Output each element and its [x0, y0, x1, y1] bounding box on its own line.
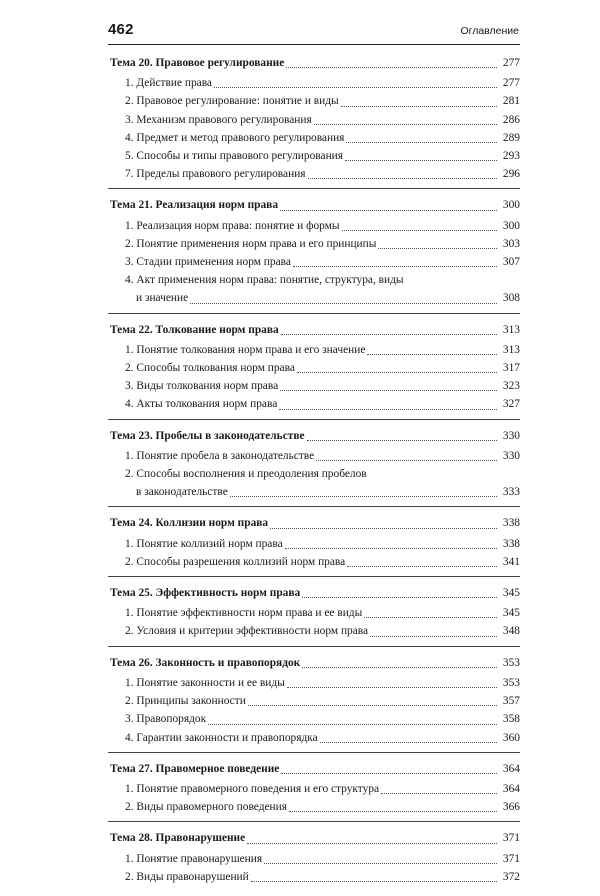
item-page: 308 [502, 292, 520, 305]
item-page: 338 [502, 537, 520, 550]
item-title: 3. Правопорядок [125, 713, 207, 726]
item-page: 364 [502, 782, 520, 795]
topic-page: 277 [502, 57, 520, 69]
toc-section [108, 194, 520, 313]
item-page: 357 [502, 695, 520, 708]
toc-section [108, 652, 520, 753]
toc-topic-row [108, 427, 520, 445]
dot-leader [381, 792, 497, 794]
dot-leader [281, 772, 497, 774]
page-header [108, 20, 520, 45]
item-title: 1. Понятие правомерного поведения и его структура [125, 782, 380, 795]
toc-item-row [108, 92, 520, 110]
item-title-continued: в законодательстве [136, 486, 228, 499]
toc-item-row [108, 692, 520, 710]
topic-title: Тема 27. Правомерное поведение [110, 762, 280, 775]
toc-item-row [108, 147, 520, 165]
topic-page: 345 [502, 587, 520, 600]
dot-leader [307, 439, 497, 441]
item-page: 293 [502, 150, 520, 163]
dot-leader [346, 141, 497, 143]
dot-leader [270, 527, 497, 529]
dot-leader [314, 123, 497, 125]
dot-leader [214, 86, 497, 88]
item-title: 1. Понятие пробела в законодательстве [125, 449, 315, 462]
topic-page: 338 [502, 517, 520, 530]
item-page: 307 [502, 256, 520, 269]
item-title: 2. Способы разрешения коллизий норм права [125, 555, 346, 568]
toc-item-row [108, 395, 520, 413]
toc-item-row [108, 111, 520, 129]
toc-item-row [108, 780, 520, 798]
item-title: 7. Пределы правового регулирования [125, 168, 306, 181]
toc-topic-row [108, 514, 520, 532]
toc-item-row [108, 622, 520, 640]
item-title: 2. Правовое регулирование: понятие и виды [125, 95, 339, 108]
item-title: 3. Механизм правового регулирования [125, 113, 312, 126]
dot-leader [264, 862, 497, 864]
item-title: 1. Действие права [125, 77, 212, 90]
dot-leader [320, 741, 497, 743]
item-title: 5. Способы и типы правового регулирования [125, 150, 343, 163]
item-page: 358 [502, 713, 520, 726]
toc-topic-row [108, 196, 520, 214]
toc-item-row [108, 465, 520, 483]
topic-page: 330 [502, 429, 520, 442]
topic-title: Тема 22. Толкование норм права [110, 323, 279, 336]
running-title: Оглавление [460, 25, 519, 37]
dot-leader [364, 616, 497, 618]
item-title: 1. Понятие правонарушения [125, 852, 263, 865]
dot-leader [190, 302, 497, 304]
item-page: 303 [502, 237, 520, 250]
item-title: 3. Виды толкования норм права [125, 380, 279, 393]
item-title: 3. Стадии применения норм права [125, 256, 291, 269]
item-page: 277 [502, 77, 520, 90]
item-page: 330 [502, 449, 520, 462]
dot-leader [308, 177, 497, 179]
toc-item-row [108, 710, 520, 728]
item-title: 2. Виды правомерного поведения [125, 801, 287, 814]
item-title: 1. Понятие коллизий норм права [125, 537, 283, 550]
toc-section [108, 52, 520, 189]
dot-leader [285, 547, 497, 549]
item-title: 4. Гарантии законности и правопорядка [125, 731, 318, 744]
toc-item-row [108, 604, 520, 622]
dot-leader [286, 66, 497, 68]
toc-item-row [108, 74, 520, 92]
toc-item-row [108, 447, 520, 465]
topic-title: Тема 23. Пробелы в законодательстве [110, 429, 305, 442]
item-title: 4. Акт применения норм права: понятие, структура, виды [125, 274, 404, 287]
item-page: 345 [502, 607, 520, 620]
dot-leader [280, 209, 497, 211]
topic-title: Тема 28. Правонарушение [110, 832, 246, 845]
dot-leader [289, 810, 497, 812]
topic-title: Тема 25. Эффективность норм права [110, 587, 301, 600]
toc-item-row [108, 553, 520, 571]
toc-item-row [108, 235, 520, 253]
topic-page: 353 [502, 656, 520, 669]
item-page: 281 [502, 95, 520, 108]
item-page: 323 [502, 380, 520, 393]
item-page: 371 [502, 852, 520, 865]
toc-item-row [108, 165, 520, 183]
item-page: 313 [502, 343, 520, 356]
dot-leader [378, 247, 497, 249]
dot-leader [367, 353, 497, 355]
toc-item-row [108, 129, 520, 147]
item-title: 2. Понятие применения норм права и его принципы [125, 237, 377, 250]
toc-item-row [108, 535, 520, 553]
dot-leader [302, 596, 497, 598]
dot-leader [230, 495, 497, 497]
page-number: 462 [108, 21, 134, 38]
toc-item-row [108, 674, 520, 692]
toc-item-row [108, 729, 520, 747]
toc-topic-row [108, 584, 520, 602]
dot-leader [279, 408, 497, 410]
toc-section [108, 425, 520, 508]
dot-leader [293, 265, 497, 267]
dot-leader [370, 635, 497, 637]
item-title: 2. Виды правонарушений [125, 870, 249, 883]
toc-item-row [108, 271, 520, 289]
topic-title: Тема 24. Коллизии норм права [110, 517, 269, 530]
toc-item-row [108, 253, 520, 271]
topic-title: Тема 21. Реализация норм права [110, 199, 279, 212]
toc-item-row-continued [108, 483, 520, 501]
item-page: 289 [502, 131, 520, 144]
item-page: 317 [502, 362, 520, 375]
item-page: 296 [502, 168, 520, 181]
toc-item-row [108, 868, 520, 886]
item-page: 348 [502, 625, 520, 638]
topic-title: Тема 26. Законность и правопорядок [110, 656, 301, 669]
dot-leader [302, 666, 497, 668]
dot-leader [342, 229, 497, 231]
item-page: 286 [502, 113, 520, 126]
item-page: 366 [502, 801, 520, 814]
dot-leader [251, 880, 497, 882]
topic-page: 313 [502, 323, 520, 336]
toc-item-row [108, 341, 520, 359]
toc-section [108, 512, 520, 577]
dot-leader [345, 159, 497, 161]
topic-page: 364 [502, 762, 520, 775]
toc-topic-row [108, 829, 520, 847]
dot-leader [341, 105, 497, 107]
item-title: 2. Способы восполнения и преодоления пробелов [125, 468, 367, 481]
item-title: 1. Понятие эффективности норм права и ее виды [125, 607, 363, 620]
item-page: 360 [502, 731, 520, 744]
item-title: 2. Способы толкования норм права [125, 362, 295, 375]
item-page: 353 [502, 676, 520, 689]
toc-section [108, 758, 520, 823]
item-page: 341 [502, 555, 520, 568]
item-title: 1. Понятие законности и ее виды [125, 676, 285, 689]
toc-section [108, 827, 520, 891]
item-page: 300 [502, 219, 520, 232]
toc-topic-row [108, 654, 520, 672]
item-title: 2. Принципы законности [125, 695, 246, 708]
toc-item-row [108, 217, 520, 235]
dot-leader [247, 842, 497, 844]
topic-page: 300 [502, 199, 520, 212]
toc-topic-row [108, 54, 520, 72]
toc-item-row [108, 377, 520, 395]
dot-leader [281, 333, 497, 335]
item-page: 372 [502, 870, 520, 883]
topic-title: Тема 20. Правовое регулирование [110, 57, 285, 69]
item-title: 4. Предмет и метод правового регулирования [125, 131, 345, 144]
item-title-continued: и значение [136, 292, 189, 305]
dot-leader [248, 704, 497, 706]
dot-leader [280, 389, 497, 391]
toc-topic-row [108, 760, 520, 778]
toc-section [108, 319, 520, 420]
dot-leader [316, 459, 497, 461]
item-title: 1. Реализация норм права: понятие и формы [125, 219, 340, 232]
dot-leader [287, 686, 497, 688]
item-page: 333 [502, 486, 520, 499]
toc-section [108, 582, 520, 647]
table-of-contents [108, 52, 520, 896]
toc-item-row-continued [108, 289, 520, 307]
toc-item-row [108, 359, 520, 377]
item-title: 4. Акты толкования норм права [125, 398, 278, 411]
item-title: 2. Условия и критерии эффективности норм права [125, 625, 369, 638]
item-page: 327 [502, 398, 520, 411]
item-title: 1. Понятие толкования норм права и его значение [125, 343, 366, 356]
toc-item-row [108, 850, 520, 868]
dot-leader [208, 723, 497, 725]
topic-page: 371 [502, 832, 520, 845]
toc-topic-row [108, 321, 520, 339]
dot-leader [347, 565, 497, 567]
dot-leader [297, 371, 497, 373]
toc-item-row [108, 798, 520, 816]
